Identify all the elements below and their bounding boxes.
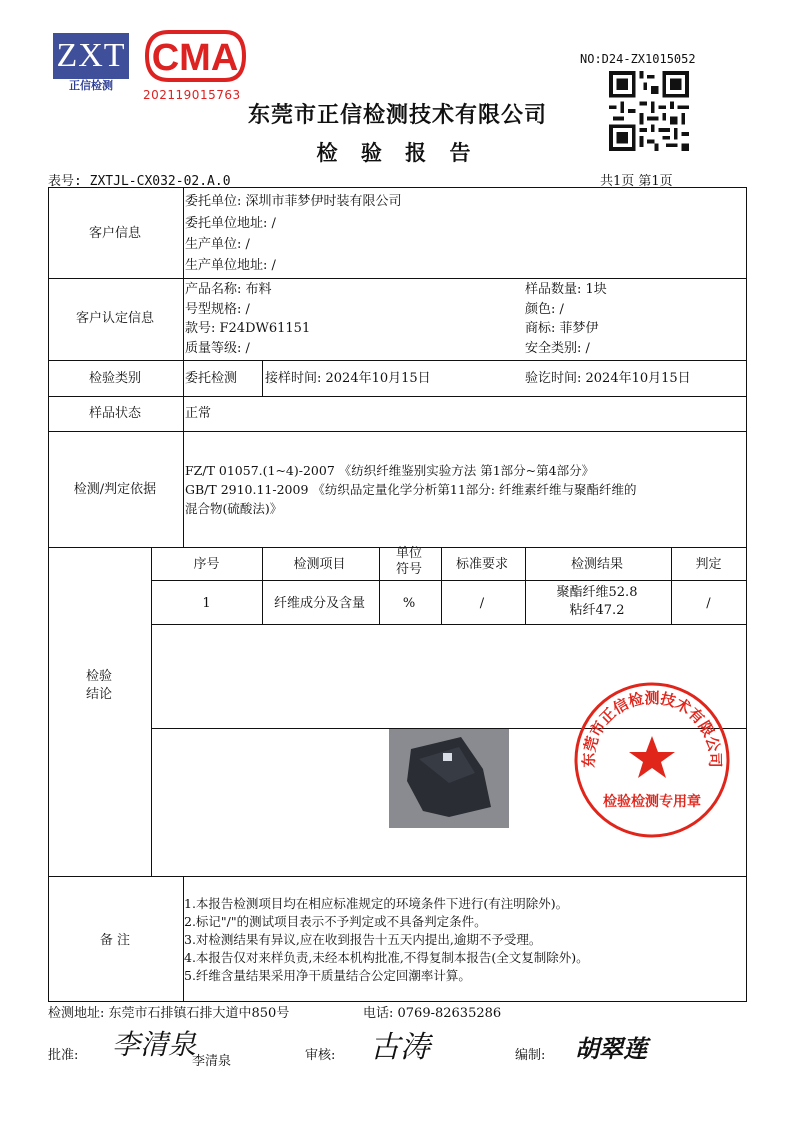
product-left-line: 产品名称: 布料 — [185, 282, 272, 297]
stamp-bottom-text: 检验检测专用章 — [603, 794, 701, 810]
approve-label: 批准: — [48, 1048, 79, 1063]
form-number: 表号: ZXTJL-CX032-02.A.0 — [48, 174, 231, 189]
test-address: 检测地址: 东莞市石排镇石排大道中850号 — [48, 1006, 290, 1021]
cma-number: 202119015763 — [143, 88, 241, 102]
conclusion-label — [48, 668, 150, 704]
client-line: 生产单位地址: / — [185, 258, 276, 273]
remark-line: 3.对检测结果有异议,应在收到报告十五天内提出,逾期不予受理。 — [184, 932, 542, 947]
sample-photo — [389, 729, 509, 828]
header-standard: 标准要求 — [455, 557, 508, 572]
sample-status-value: 正常 — [185, 406, 212, 421]
result-item: 纤维成分及含量 — [273, 596, 365, 611]
client-line: 委托单位: 深圳市菲梦伊时装有限公司 — [185, 194, 402, 209]
inspection-type-label: 检验类别 — [88, 371, 141, 386]
conclusion-label-line: 结论 — [85, 687, 112, 702]
product-right-line: 颜色: / — [525, 302, 564, 317]
basis-line: 混合物(硫酸法)》 — [185, 501, 283, 516]
zxt-logo-text: ZXT — [53, 33, 129, 79]
product-left-line: 款号: F24DW61151 — [185, 321, 311, 336]
header-item: 检测项目 — [293, 557, 346, 572]
cma-logo-mark — [143, 28, 248, 84]
fabric-sample-icon — [389, 729, 509, 828]
client-line: 委托单位地址: / — [185, 216, 276, 231]
cma-logo — [143, 28, 248, 102]
report-title: 检 验 报 告 — [316, 141, 479, 165]
result-standard: / — [479, 596, 485, 611]
product-left-line: 质量等级: / — [185, 341, 250, 356]
remark-line: 4.本报告仅对来样负责,未经本机构批准,不得复制本报告(全文复制除外)。 — [184, 950, 589, 965]
remark-line: 2.标记"/"的测试项目表示不予判定或不具备判定条件。 — [184, 914, 487, 929]
remarks-label: 备 注 — [99, 933, 131, 948]
result-seq: 1 — [202, 596, 211, 611]
product-right-line: 样品数量: 1块 — [525, 282, 607, 297]
basis-line: GB/T 2910.11-2009 《纺织品定量化学分析第11部分: 纤维素纤维与聚酯纤维的 — [185, 482, 637, 497]
report-number: NO:D24-ZX1015052 — [580, 52, 696, 66]
product-right-line: 安全类别: / — [525, 341, 590, 356]
header-unit-line: 符号 — [395, 562, 422, 577]
result-judge: / — [706, 596, 711, 611]
cma-logo-text: CMA — [151, 37, 239, 79]
client-line: 生产单位: / — [185, 237, 250, 252]
header-unit — [378, 546, 440, 578]
completed-date: 验讫时间: 2024年10月15日 — [525, 371, 691, 386]
sample-status-label: 样品状态 — [88, 406, 141, 421]
review-label: 审核: — [305, 1048, 336, 1063]
header-judge: 判定 — [695, 557, 722, 572]
result-value — [524, 584, 670, 620]
remark-line: 5.纤维含量结果采用净干质量结合公定回潮率计算。 — [184, 968, 471, 983]
received-date: 接样时间: 2024年10月15日 — [265, 371, 431, 386]
header-result: 检测结果 — [570, 557, 623, 572]
conclusion-label-line: 检验 — [85, 669, 112, 684]
remark-line: 1.本报告检测项目均在相应标准规定的环境条件下进行(有注明除外)。 — [184, 896, 569, 911]
approve-signature: 李清泉 — [112, 1028, 197, 1061]
stamp-arc-text: 东莞市正信检测技术有限公司 — [579, 688, 725, 768]
header-seq: 序号 — [193, 557, 220, 572]
page-info: 共1页 第1页 — [600, 174, 673, 189]
result-unit: % — [402, 596, 416, 611]
client-info-label: 客户信息 — [88, 226, 141, 241]
zxt-logo — [53, 33, 129, 91]
prepare-label: 编制: — [515, 1048, 546, 1063]
prepare-signature: 胡翠莲 — [575, 1034, 647, 1063]
header-unit-line: 单位 — [395, 546, 422, 561]
basis-line: FZ/T 01057.(1~4)-2007 《纺织纤维鉴别实验方法 第1部分~第4部分》 — [185, 463, 595, 478]
product-right-line: 商标: 菲梦伊 — [525, 321, 599, 336]
zxt-logo-subtitle: 正信检测 — [69, 79, 113, 92]
result-value-line: 粘纤47.2 — [569, 603, 625, 618]
product-left-line: 号型规格: / — [185, 302, 250, 317]
basis-label: 检测/判定依据 — [73, 482, 157, 497]
inspection-type-value: 委托检测 — [185, 371, 238, 386]
product-info-label: 客户认定信息 — [75, 311, 154, 326]
review-signature: 古涛 — [370, 1030, 430, 1065]
result-value-line: 聚酯纤维52.8 — [556, 585, 638, 600]
official-stamp-icon — [572, 680, 732, 840]
approve-name: 李清泉 — [192, 1054, 232, 1069]
test-phone: 电话: 0769-82635286 — [363, 1006, 502, 1021]
company-name: 东莞市正信检测技术有限公司 — [247, 103, 547, 128]
